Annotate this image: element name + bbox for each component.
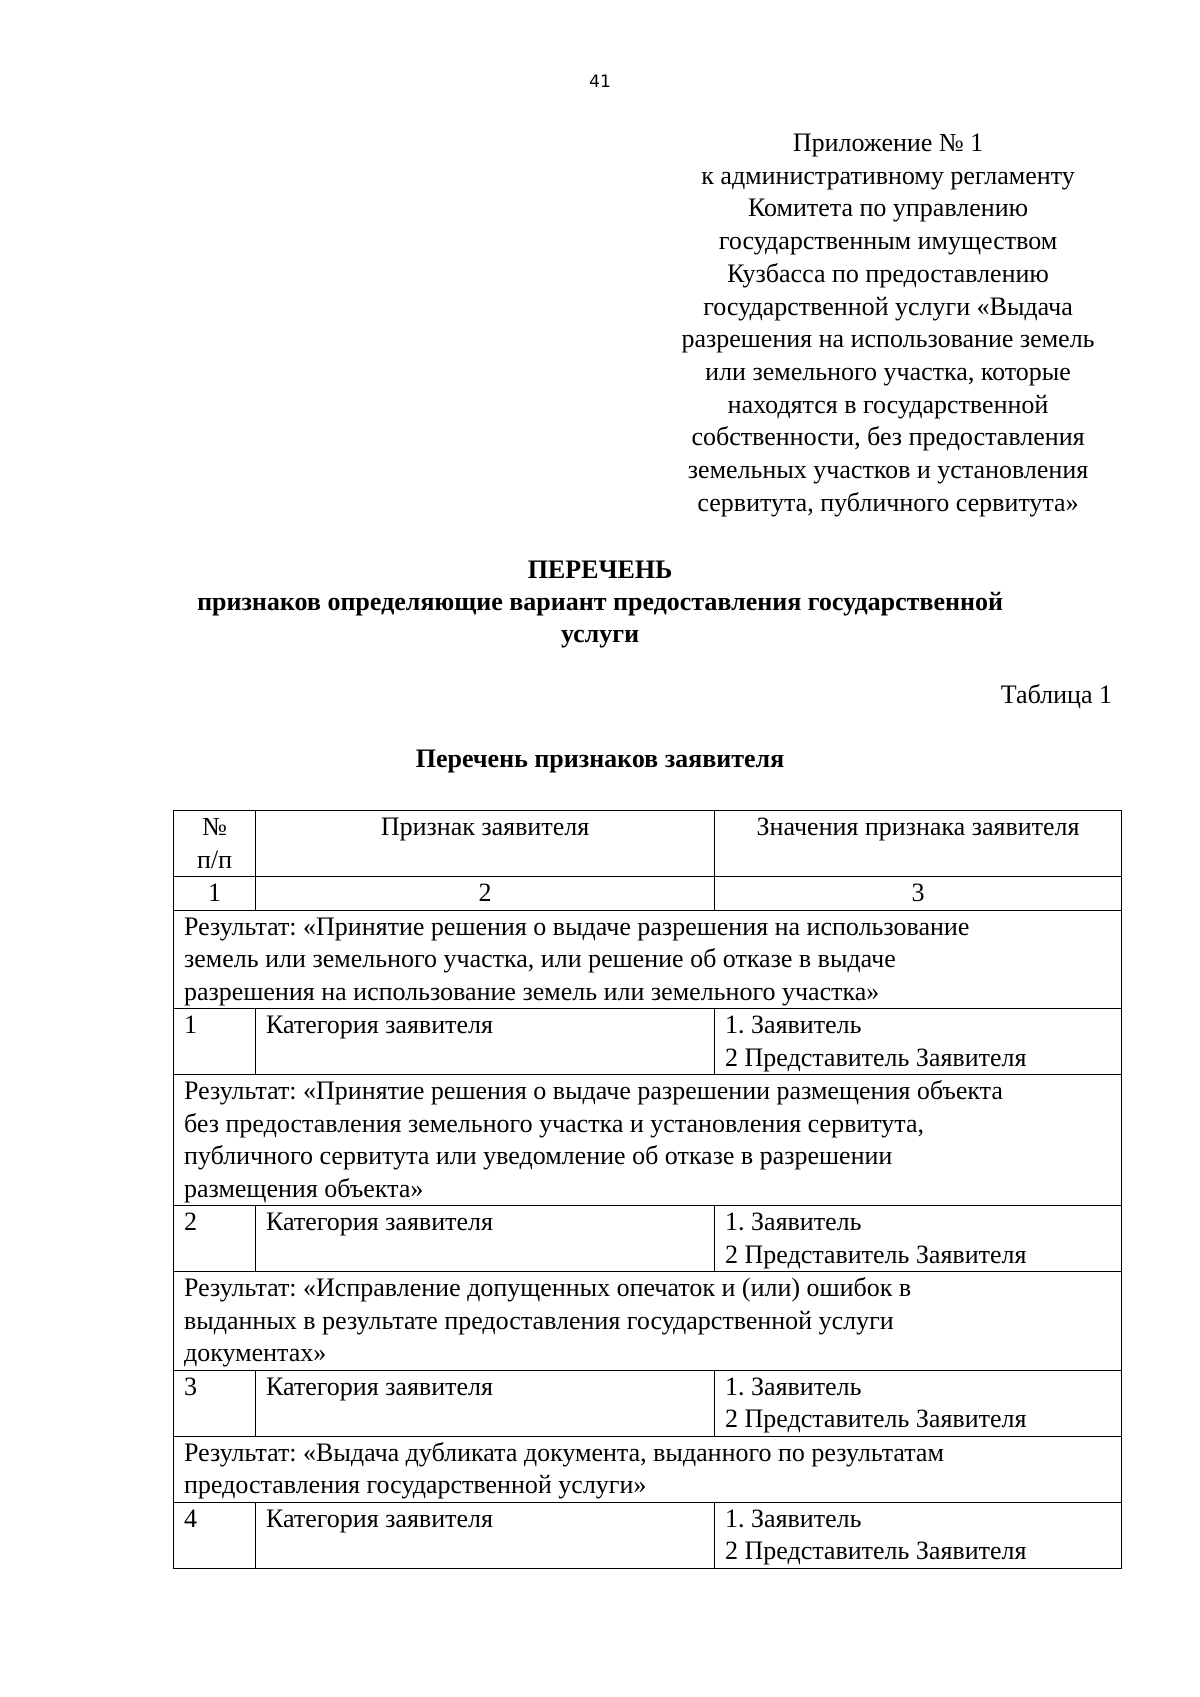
result-line: выданных в результате предоставления государственной услуги [184, 1305, 894, 1335]
result-row [174, 1436, 1122, 1502]
appendix-line: разрешения на использование земель [681, 324, 1095, 354]
result-row [174, 1075, 1122, 1206]
table-row [174, 1370, 1122, 1436]
result-cell [174, 910, 1122, 1009]
header-number-symbol: № [202, 812, 227, 841]
row-value-line: 2 Представитель Заявителя [725, 1536, 1027, 1565]
row-value-line: 2 Представитель Заявителя [725, 1404, 1027, 1433]
column-number-cell: 1 [174, 877, 256, 911]
row-number-cell: 3 [174, 1370, 256, 1436]
row-values-cell [715, 1206, 1122, 1272]
appendix-line: земельных участков и установления [687, 455, 1089, 485]
appendix-line: или земельного участка, которые [705, 356, 1071, 386]
row-number-cell: 2 [174, 1206, 256, 1272]
result-line: предоставления государственной услуги» [184, 1470, 647, 1499]
row-values-cell [715, 1370, 1122, 1436]
row-sign-cell: Категория заявителя [256, 1370, 715, 1436]
row-sign-cell: Категория заявителя [256, 1009, 715, 1075]
row-sign-cell: Категория заявителя [256, 1206, 715, 1272]
page-number: 41 [589, 72, 611, 92]
row-values-cell [715, 1009, 1122, 1075]
row-value-line: 1. Заявитель [725, 1207, 862, 1236]
row-value-line: 1. Заявитель [725, 1503, 862, 1533]
result-row [174, 910, 1122, 1009]
result-line: Результат: «Исправление допущенных опечаток и (или) ошибок в [184, 1273, 912, 1302]
appendix-line: государственным имуществом [718, 226, 1058, 256]
result-line: Результат: «Выдача дубликата документа, выданного по результатам [184, 1437, 944, 1467]
result-cell [174, 1075, 1122, 1206]
table-row [174, 1502, 1122, 1568]
result-line: разрешения на использование земель или земельного участка» [184, 976, 880, 1006]
row-value-line: 2 Представитель Заявителя [725, 1042, 1027, 1072]
appendix-note [638, 127, 1138, 519]
appendix-line: собственности, без предоставления [691, 422, 1085, 452]
column-number-row [174, 877, 1122, 911]
appendix-line: сервитута, публичного сервитута» [697, 487, 1079, 517]
header-sign-cell: Признак заявителя [256, 811, 715, 877]
title-heading: ПЕРЕЧЕНЬ [527, 555, 673, 584]
row-value-line: 2 Представитель Заявителя [725, 1239, 1027, 1269]
table-row [174, 1009, 1122, 1075]
appendix-line: находятся в государственной [727, 389, 1049, 419]
column-number-cell: 2 [256, 877, 715, 911]
appendix-line: государственной услуги «Выдача [703, 291, 1073, 321]
header-values-cell: Значения признака заявителя [715, 811, 1122, 877]
appendix-line: Комитета по управлению [747, 193, 1029, 223]
document-title [0, 554, 1200, 650]
result-line: без предоставления земельного участка и установления сервитута, [184, 1108, 925, 1138]
table-row [174, 1206, 1122, 1272]
result-row [174, 1272, 1122, 1371]
row-values-cell [715, 1502, 1122, 1568]
result-line: размещения объекта» [184, 1173, 424, 1203]
result-line: земель или земельного участка, или решение об отказе в выдаче [184, 944, 896, 973]
result-cell [174, 1436, 1122, 1502]
appendix-line: Приложение № 1 [792, 128, 984, 157]
column-number-cell: 3 [715, 877, 1122, 911]
table-header-row [174, 811, 1122, 877]
title-subtitle-line: признаков определяющие вариант предоставления государственной [197, 587, 1003, 616]
row-value-line: 1. Заявитель [725, 1010, 862, 1039]
header-number-cell [174, 811, 256, 877]
row-number-cell: 4 [174, 1502, 256, 1568]
row-number-cell: 1 [174, 1009, 256, 1075]
row-sign-cell: Категория заявителя [256, 1502, 715, 1568]
result-line: Результат: «Принятие решения о выдаче разрешения на использование [184, 911, 970, 941]
header-number-abbrev: п/п [196, 844, 233, 874]
result-line: публичного сервитута или уведомление об отказе в разрешении [184, 1141, 893, 1170]
result-line: Результат: «Принятие решения о выдаче разрешении размещения объекта [184, 1076, 1003, 1105]
applicant-criteria-table [173, 810, 1122, 1569]
table-heading: Перечень признаков заявителя [415, 744, 785, 773]
row-value-line: 1. Заявитель [725, 1371, 862, 1401]
appendix-line: к административному регламенту [701, 160, 1075, 190]
result-cell [174, 1272, 1122, 1371]
table-caption: Таблица 1 [1000, 680, 1112, 709]
result-line: документах» [184, 1338, 327, 1367]
title-subtitle-line: услуги [560, 619, 640, 648]
appendix-line: Кузбасса по предоставлению [727, 258, 1049, 288]
